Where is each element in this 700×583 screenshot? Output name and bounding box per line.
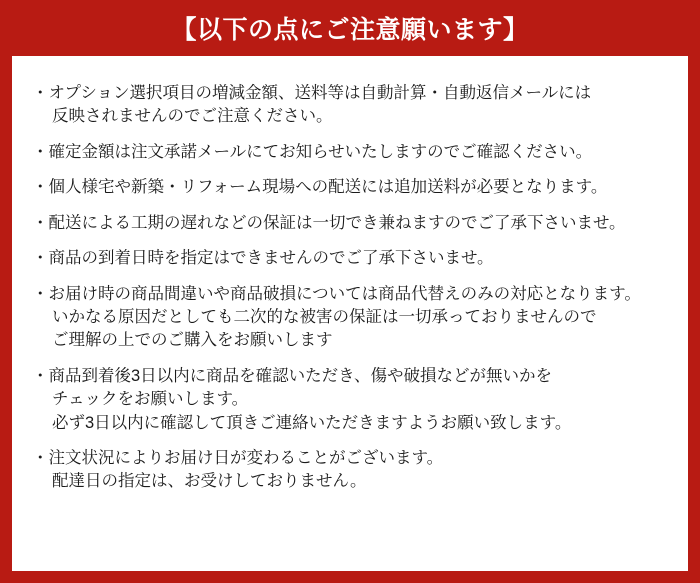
notice-line: 必ず3日以内に確認して頂きご連絡いただきますようお願い致します。: [52, 413, 572, 432]
notice-item: [32, 365, 668, 435]
notice-item: [32, 141, 668, 164]
notice-header: [0, 0, 700, 56]
notice-item: [32, 247, 668, 270]
notice-line: ・配送による工期の遅れなどの保証は一切でき兼ねますのでご了承下さいませ。: [32, 213, 626, 232]
notice-line: ・確定金額は注文承諾メールにてお知らせいたしますのでご確認ください。: [32, 142, 593, 161]
notice-item: [32, 82, 668, 129]
notice-line: 反映されませんのでご注意ください。: [52, 107, 333, 126]
notice-line: ・商品の到着日時を指定はできませんのでご了承下さいませ。: [32, 249, 494, 268]
notice-line: チェックをお願いします。: [52, 390, 249, 409]
notice-line: 配達日の指定は、お受けしておりません。: [52, 472, 367, 491]
notice-line: ご理解の上でのご購入をお願いします: [52, 331, 333, 350]
notice-line: ・個人様宅や新築・リフォーム現場への配送には追加送料が必要となります。: [32, 178, 608, 197]
notice-line: ・オプション選択項目の増減金額、送料等は自動計算・自動返信メールには: [32, 84, 592, 102]
notice-item: [32, 447, 668, 494]
notice-body: [12, 56, 688, 571]
notice-line: ・注文状況によりお届け日が変わることがございます。: [32, 449, 444, 468]
notice-item: [32, 176, 668, 199]
notice-line: ・お届け時の商品間違いや商品破損については商品代替えのみの対応となります。: [32, 284, 641, 303]
notice-line: いかなる原因だとしても二次的な被害の保証は一切承っておりませんので: [52, 307, 597, 326]
notice-item: [32, 212, 668, 235]
notice-item: [32, 283, 668, 353]
notice-header-title: 【以下の点にご注意願います】: [171, 16, 529, 44]
notice-line: ・商品到着後3日以内に商品を確認いただき、傷や破損などが無いかを: [32, 366, 553, 385]
